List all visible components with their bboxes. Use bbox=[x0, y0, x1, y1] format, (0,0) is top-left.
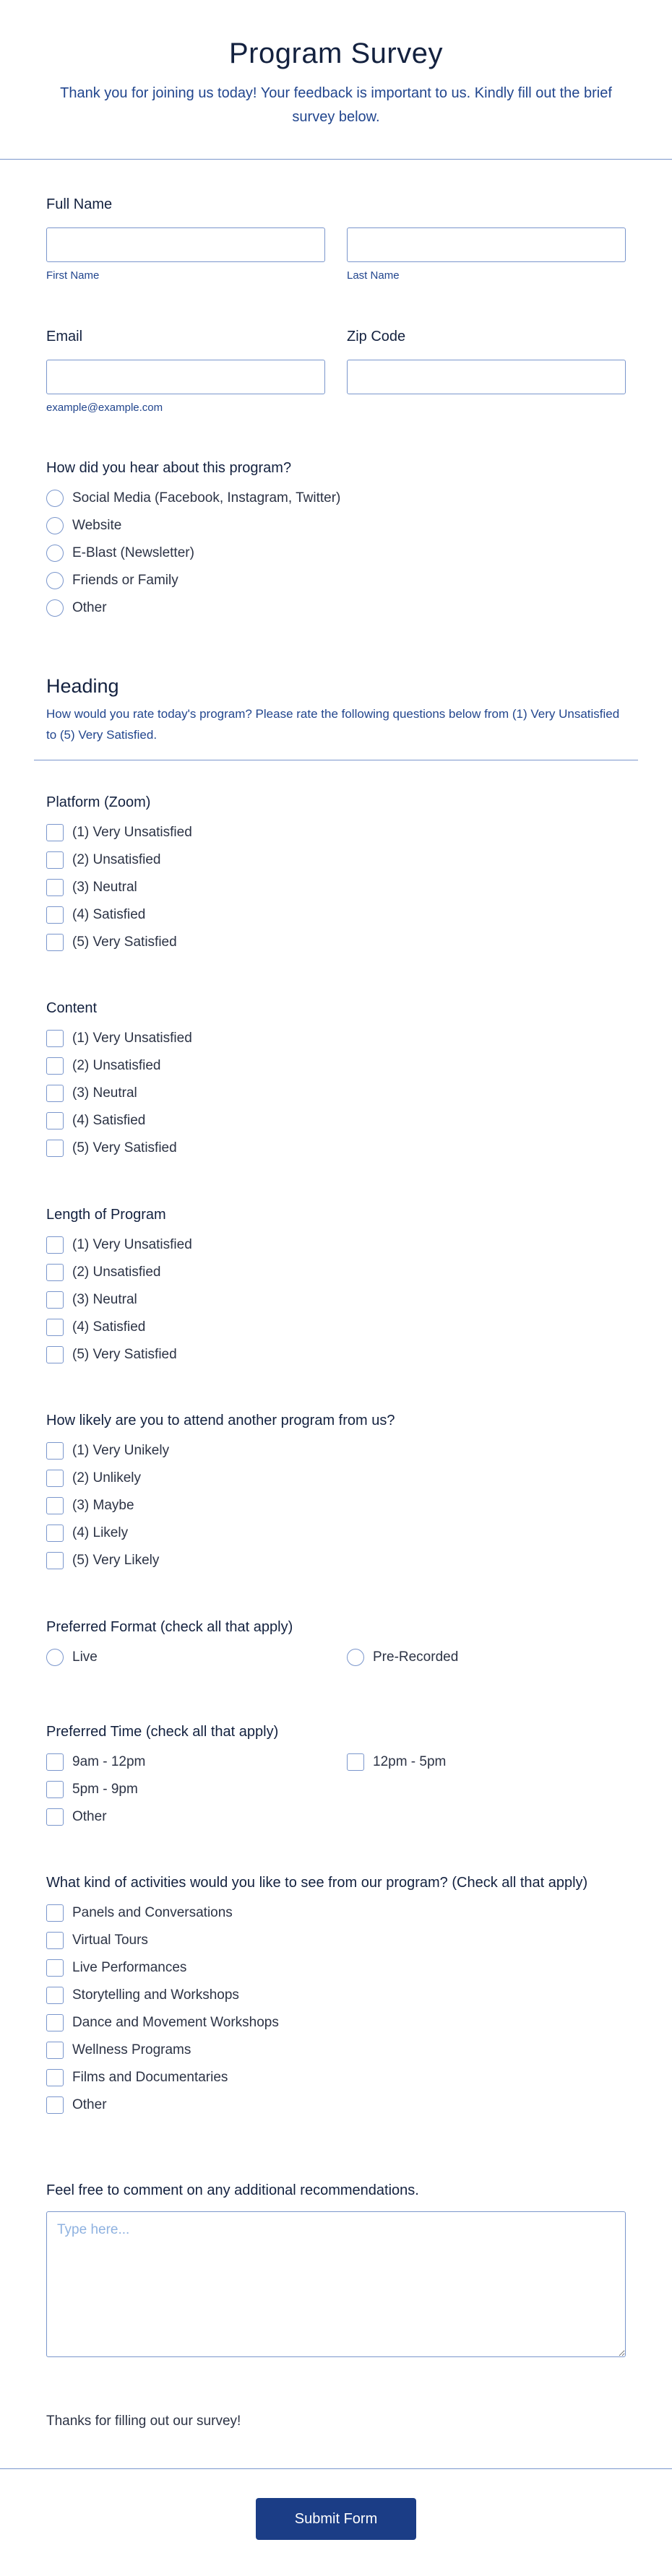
rating-heading-text: How would you rate today's program? Please rate the following questions below from (1) Very Unsatisfied to (5) Very Satisfied. bbox=[46, 707, 620, 742]
thanks-text: Thanks for filling out our survey! bbox=[46, 2414, 241, 2429]
likely-option[interactable]: (5) Very Likely bbox=[46, 1547, 626, 1574]
checkbox[interactable] bbox=[46, 1959, 64, 1977]
activity-option[interactable]: Live Performances bbox=[46, 1954, 626, 1982]
hear-about-label: How did you hear about this program? bbox=[46, 460, 292, 476]
platform-option[interactable]: (1) Very Unsatisfied bbox=[46, 819, 626, 846]
time-option[interactable]: Other bbox=[46, 1803, 626, 1831]
length-option[interactable]: (1) Very Unsatisfied bbox=[46, 1231, 626, 1259]
platform-label: Platform (Zoom) bbox=[46, 794, 151, 810]
likely-label: How likely are you to attend another program from us? bbox=[46, 1413, 395, 1428]
first-name-input[interactable] bbox=[46, 227, 325, 262]
format-label: Preferred Format (check all that apply) bbox=[46, 1619, 293, 1635]
email-zip-row bbox=[46, 327, 626, 414]
footer-divider bbox=[0, 2468, 672, 2469]
comments-field bbox=[46, 2181, 626, 2361]
length-option[interactable]: (4) Satisfied bbox=[46, 1314, 626, 1341]
checkbox[interactable] bbox=[46, 1057, 64, 1075]
comments-textarea[interactable] bbox=[46, 2211, 626, 2357]
time-option[interactable]: 12pm - 5pm bbox=[347, 1748, 626, 1776]
header-divider bbox=[0, 159, 672, 160]
comments-label: Feel free to comment on any additional recommendations. bbox=[46, 2182, 419, 2198]
checkbox[interactable] bbox=[46, 879, 64, 896]
checkbox[interactable] bbox=[46, 851, 64, 869]
checkbox[interactable] bbox=[46, 1497, 64, 1514]
checkbox[interactable] bbox=[46, 906, 64, 924]
checkbox[interactable] bbox=[46, 2096, 64, 2114]
submit-button[interactable]: Submit Form bbox=[256, 2498, 416, 2540]
checkbox[interactable] bbox=[46, 1085, 64, 1102]
radio-button[interactable] bbox=[46, 572, 64, 589]
checkbox[interactable] bbox=[46, 934, 64, 951]
checkbox[interactable] bbox=[46, 1753, 64, 1771]
checkbox[interactable] bbox=[46, 2014, 64, 2031]
radio-button[interactable] bbox=[347, 1649, 364, 1666]
length-option[interactable]: (5) Very Satisfied bbox=[46, 1341, 626, 1369]
activity-option[interactable]: Wellness Programs bbox=[46, 2037, 626, 2064]
format-option-prerecorded[interactable]: Pre-Recorded bbox=[347, 1644, 626, 1671]
length-label: Length of Program bbox=[46, 1207, 166, 1223]
checkbox[interactable] bbox=[46, 1291, 64, 1309]
checkbox[interactable] bbox=[46, 1346, 64, 1363]
checkbox[interactable] bbox=[46, 1030, 64, 1047]
activities-label: What kind of activities would you like to see from our program? (Check all that apply) bbox=[46, 1875, 588, 1891]
checkbox[interactable] bbox=[46, 1552, 64, 1569]
time-option[interactable]: 9am - 12pm bbox=[46, 1748, 325, 1776]
length-option[interactable]: (2) Unsatisfied bbox=[46, 1259, 626, 1286]
last-name-sublabel: Last Name bbox=[347, 269, 400, 282]
checkbox[interactable] bbox=[46, 1525, 64, 1542]
format-option-live[interactable]: Live bbox=[46, 1644, 325, 1671]
checkbox[interactable] bbox=[46, 1140, 64, 1157]
radio-button[interactable] bbox=[46, 517, 64, 534]
activity-option[interactable]: Films and Documentaries bbox=[46, 2064, 626, 2091]
checkbox[interactable] bbox=[46, 1264, 64, 1281]
full-name-label: Full Name bbox=[46, 196, 113, 212]
likely-option[interactable]: (1) Very Unikely bbox=[46, 1437, 626, 1465]
content-option[interactable]: (4) Satisfied bbox=[46, 1107, 626, 1135]
radio-button[interactable] bbox=[46, 490, 64, 507]
checkbox[interactable] bbox=[46, 1236, 64, 1254]
length-option[interactable]: (3) Neutral bbox=[46, 1286, 626, 1314]
checkbox[interactable] bbox=[46, 1932, 64, 1949]
hear-option[interactable]: Friends or Family bbox=[46, 567, 626, 594]
checkbox[interactable] bbox=[46, 2042, 64, 2059]
checkbox[interactable] bbox=[46, 2069, 64, 2086]
zip-input[interactable] bbox=[347, 360, 626, 394]
radio-button[interactable] bbox=[46, 599, 64, 617]
hear-option[interactable]: E-Blast (Newsletter) bbox=[46, 539, 626, 567]
content-label: Content bbox=[46, 1000, 98, 1016]
content-field bbox=[46, 999, 626, 1162]
form-header bbox=[0, 0, 672, 159]
time-option[interactable]: 5pm - 9pm bbox=[46, 1776, 626, 1803]
platform-option[interactable]: (4) Satisfied bbox=[46, 901, 626, 929]
platform-field bbox=[46, 793, 626, 956]
checkbox[interactable] bbox=[46, 1781, 64, 1798]
zip-label: Zip Code bbox=[347, 329, 406, 344]
radio-button[interactable] bbox=[46, 1649, 64, 1666]
checkbox[interactable] bbox=[46, 1808, 64, 1826]
activity-option[interactable]: Virtual Tours bbox=[46, 1927, 626, 1954]
hear-option[interactable]: Social Media (Facebook, Instagram, Twitter) bbox=[46, 485, 626, 512]
platform-option[interactable]: (3) Neutral bbox=[46, 874, 626, 901]
likely-option[interactable]: (3) Maybe bbox=[46, 1492, 626, 1519]
likely-option[interactable]: (4) Likely bbox=[46, 1519, 626, 1547]
checkbox[interactable] bbox=[46, 1319, 64, 1336]
length-field bbox=[46, 1205, 626, 1369]
radio-button[interactable] bbox=[46, 545, 64, 562]
checkbox[interactable] bbox=[347, 1753, 364, 1771]
checkbox[interactable] bbox=[46, 1904, 64, 1922]
email-sublabel: example@example.com bbox=[46, 402, 163, 414]
hear-option[interactable]: Other bbox=[46, 594, 626, 622]
platform-option[interactable]: (2) Unsatisfied bbox=[46, 846, 626, 874]
submit-area bbox=[0, 2498, 672, 2540]
checkbox[interactable] bbox=[46, 1470, 64, 1487]
hear-about-field bbox=[46, 459, 626, 622]
activity-option[interactable]: Dance and Movement Workshops bbox=[46, 2009, 626, 2037]
content-option[interactable]: (5) Very Satisfied bbox=[46, 1135, 626, 1162]
rating-heading bbox=[46, 675, 626, 745]
time-label: Preferred Time (check all that apply) bbox=[46, 1724, 279, 1740]
time-field bbox=[46, 1722, 626, 1831]
content-option[interactable]: (2) Unsatisfied bbox=[46, 1052, 626, 1080]
form-description: Thank you for joining us today! Your feedback is important to us. Kindly fill out the brief survey below. bbox=[60, 85, 612, 125]
content-option[interactable]: (3) Neutral bbox=[46, 1080, 626, 1107]
activity-option[interactable]: Other bbox=[46, 2091, 626, 2119]
email-label: Email bbox=[46, 329, 83, 344]
likely-field bbox=[46, 1411, 626, 1574]
last-name-input[interactable] bbox=[347, 227, 626, 262]
checkbox[interactable] bbox=[46, 824, 64, 841]
first-name-sublabel: First Name bbox=[46, 269, 100, 282]
checkbox[interactable] bbox=[46, 1442, 64, 1460]
likely-option[interactable]: (2) Unlikely bbox=[46, 1465, 626, 1492]
format-field bbox=[46, 1618, 626, 1671]
email-input[interactable] bbox=[46, 360, 325, 394]
hear-option[interactable]: Website bbox=[46, 512, 626, 539]
rating-heading-title: Heading bbox=[46, 675, 119, 697]
activities-field bbox=[46, 1873, 626, 2119]
content-option[interactable]: (1) Very Unsatisfied bbox=[46, 1025, 626, 1052]
activity-option[interactable]: Storytelling and Workshops bbox=[46, 1982, 626, 2009]
checkbox[interactable] bbox=[46, 1987, 64, 2004]
activity-option[interactable]: Panels and Conversations bbox=[46, 1899, 626, 1927]
platform-option[interactable]: (5) Very Satisfied bbox=[46, 929, 626, 956]
thanks-text-block bbox=[46, 2414, 626, 2429]
form-title: Program Survey bbox=[229, 38, 443, 69]
checkbox[interactable] bbox=[46, 1112, 64, 1129]
full-name-field bbox=[46, 195, 626, 282]
